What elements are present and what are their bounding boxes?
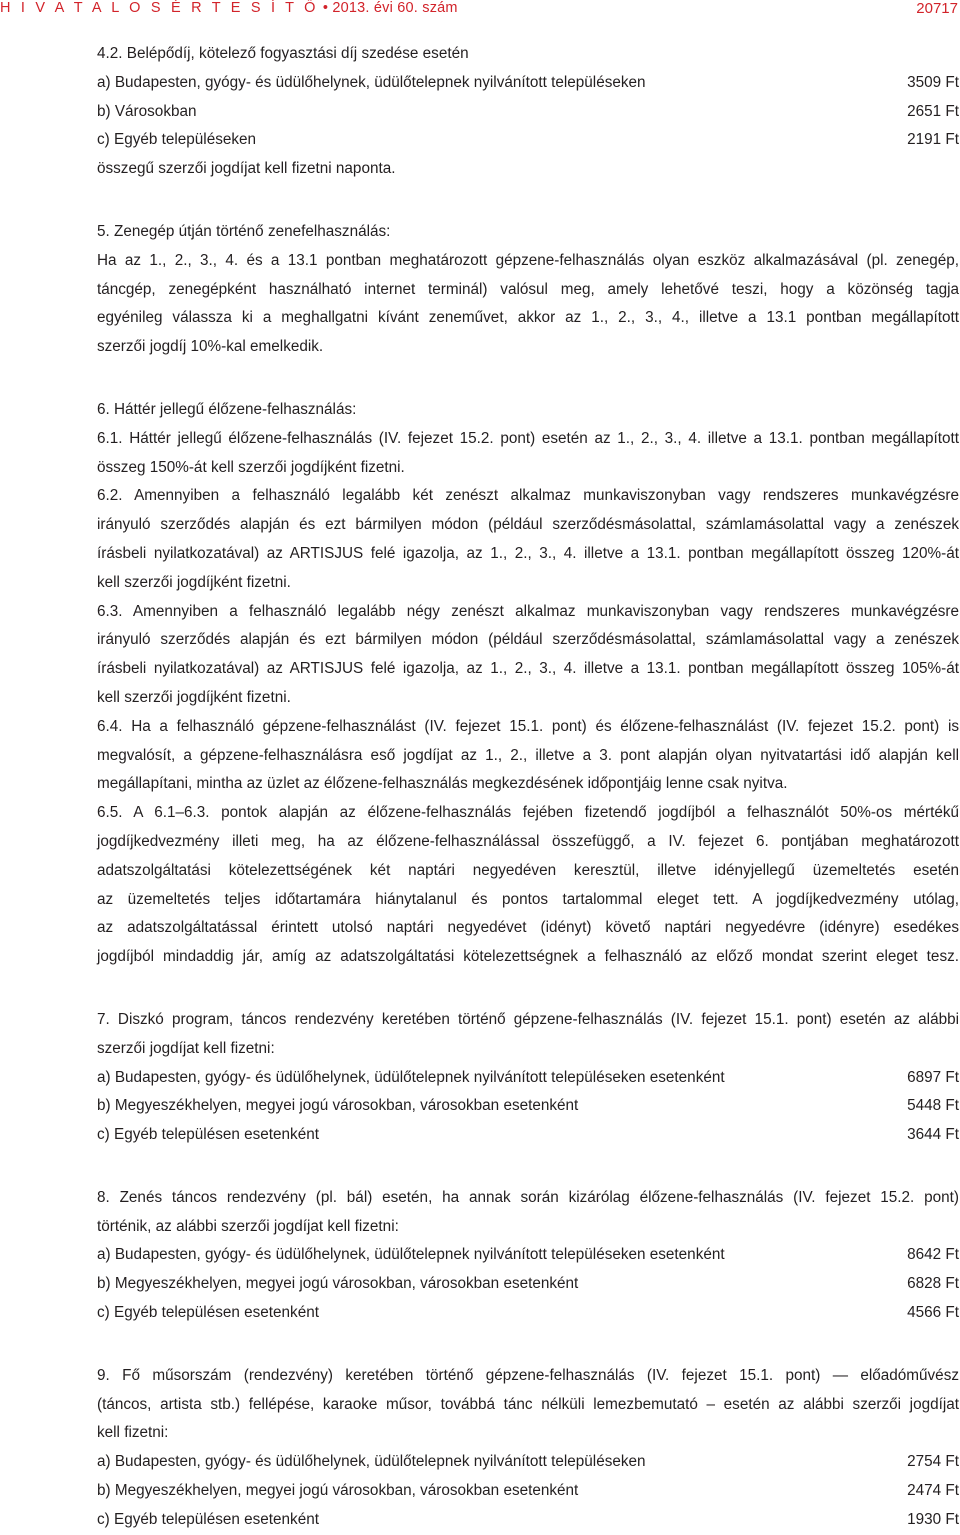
paragraph-line: irányuló szerződés alapján és ezt bármilyen módon (például szerződésmásolattal, számlamásolattal vagy a zenészek: [97, 631, 959, 649]
fee-label: c) Egyéb településen esetenként: [97, 1304, 319, 1322]
paragraph-line: az üzemeltetés teljes időtartamára hiánytalanul és pontos tartalommal eleget tett. A jogdíjkedvezmény utólag,: [97, 890, 959, 908]
fee-amount: 6828 Ft: [907, 1275, 959, 1293]
section-6: [97, 396, 959, 972]
section-7: [97, 1006, 959, 1150]
fee-label: b) Megyeszékhelyen, megyei jogú városokban, városokban esetenként: [97, 1097, 579, 1115]
fee-label: c) Egyéb településen esetenként: [97, 1510, 319, 1528]
fee-label: c) Egyéb településen esetenként: [97, 1126, 319, 1144]
paragraph-line: táncgép, zenegépként használható internet terminál) valósul meg, amely lehetővé teszi, hogy a közönség tagja: [97, 280, 959, 298]
paragraph-line: Ha az 1., 2., 3., 4. és a 13.1 pontban meghatározott gépzene-felhasználás olyan eszköz alkalmazásával (pl. zenegép,: [97, 251, 959, 269]
fee-amount: 2474 Ft: [907, 1482, 959, 1500]
paragraph-line: jogdíjból mindaddig jár, amíg az adatszolgáltatási kötelezettségnek a felhasználó az előző mondat szerint eleget tesz.: [97, 948, 959, 966]
fee-label: a) Budapesten, gyógy- és üdülőhelynek, üdülőtelepnek nyilvánított településeken: [97, 73, 646, 91]
paragraph-line: adatszolgáltatási kötelezettségének két naptári negyedéven keresztül, illetve idényjellegű üzemeltetés esetén: [97, 861, 959, 879]
section-5: [97, 218, 959, 362]
paragraph-line: az adatszolgáltatással érintett utolsó naptári negyedévet (idényt) követő naptári negyedévre (idényre) esedékes: [97, 919, 959, 937]
paragraph-line: kell fizetni:: [97, 1424, 169, 1442]
paragraph-line: irányuló szerződés alapján és ezt bármilyen módon (például szerződésmásolattal, számlamásolattal vagy a zenészek: [97, 516, 959, 534]
section-4-2: [97, 40, 959, 184]
document-body: [97, 40, 959, 1535]
fee-row: [97, 126, 959, 155]
paragraph-line: írásbeli nyilatkozatával) az ARTISJUS felé igazolja, az 1., 2., 3., 4. illetve a 13.1. pontban megállapított összeg 120%-át: [97, 544, 959, 562]
paragraph-line: egyénileg válassza ki a meghallgatni kívánt zeneművet, akkor az 1., 2., 3., 4., illetve a 13.1 pontban megállapított: [97, 309, 959, 327]
fee-row: [97, 1448, 959, 1477]
fee-label: b) Városokban: [97, 102, 197, 120]
fee-row: [97, 1064, 959, 1093]
fee-row: [97, 98, 959, 127]
fee-row: [97, 1299, 959, 1328]
fee-amount: 3644 Ft: [907, 1126, 959, 1144]
paragraph-line: 9. Fő műsorszám (rendezvény) keretében történő gépzene-felhasználás (IV. fejezet 15.1. pont) — előadóművész: [97, 1366, 959, 1384]
fee-amount: 6897 Ft: [907, 1068, 959, 1086]
fee-row: [97, 69, 959, 98]
header-left: [0, 0, 458, 16]
paragraph-line: (táncos, artista stb.) fellépése, karaoke műsor, továbbá tánc nélküli lemezbemutató – esetén az alábbi szerzői jogdíjat: [97, 1395, 959, 1413]
fee-label: a) Budapesten, gyógy- és üdülőhelynek, üdülőtelepnek nyilvánított településeken esetenként: [97, 1246, 725, 1264]
fee-row: [97, 1121, 959, 1150]
fee-amount: 1930 Ft: [907, 1510, 959, 1528]
fee-amount: 8642 Ft: [907, 1246, 959, 1264]
fee-amount: 4566 Ft: [907, 1304, 959, 1322]
fee-amount: 2191 Ft: [907, 131, 959, 149]
fee-amount: 2754 Ft: [907, 1453, 959, 1471]
paragraph-line: jogdíjkedvezmény illeti meg, ha az élőzene-felhasználással összefüggő, a IV. fejezet 6. pontjában meghatározott: [97, 832, 959, 850]
header-separator: •: [318, 0, 333, 16]
paragraph-line: kell szerzői jogdíjként fizetni.: [97, 573, 291, 591]
section-heading: 5. Zenegép útján történő zenefelhasználás:: [97, 222, 391, 240]
paragraph-line: írásbeli nyilatkozatával) az ARTISJUS felé igazolja, az 1., 2., 3., 4. illetve a 13.1. pontban megállapított összeg 105%-át: [97, 660, 959, 678]
issue-label: 2013. évi 60. szám: [332, 0, 458, 16]
fee-label: a) Budapesten, gyógy- és üdülőhelynek, üdülőtelepnek nyilvánított településeken esetenként: [97, 1068, 725, 1086]
fee-row: [97, 1241, 959, 1270]
paragraph-line: kell szerzői jogdíjként fizetni.: [97, 688, 291, 706]
page-number: 20717: [916, 0, 958, 17]
fee-label: b) Megyeszékhelyen, megyei jogú városokban, városokban esetenként: [97, 1482, 579, 1500]
fee-label: b) Megyeszékhelyen, megyei jogú városokban, városokban esetenként: [97, 1275, 579, 1293]
paragraph-line: szerzői jogdíj 10%-kal emelkedik.: [97, 338, 324, 356]
fee-row: [97, 1092, 959, 1121]
paragraph-line: történik, az alábbi szerzői jogdíjat kell fizetni:: [97, 1217, 399, 1235]
fee-label: c) Egyéb településeken: [97, 131, 257, 149]
section-heading: 4.2. Belépődíj, kötelező fogyasztási díj szedése esetén: [97, 45, 469, 62]
paragraph-line: 6.2. Amennyiben a felhasználó legalább két zenészt alkalmaz munkaviszonyban vagy rendszeres munkavégzésre: [97, 487, 959, 505]
section-8: [97, 1184, 959, 1328]
fee-row: [97, 1477, 959, 1506]
paragraph-line: 7. Diszkó program, táncos rendezvény keretében történő gépzene-felhasználás (IV. fejezet 15.1. pont) esetén az alábbi: [97, 1010, 959, 1028]
paragraph-line: összegű szerzői jogdíjat kell fizetni naponta.: [97, 160, 396, 178]
fee-row: [97, 1506, 959, 1535]
fee-label: a) Budapesten, gyógy- és üdülőhelynek, üdülőtelepnek nyilvánított településeken: [97, 1453, 646, 1471]
fee-amount: 3509 Ft: [907, 73, 959, 91]
section-heading: 6. Háttér jellegű élőzene-felhasználás:: [97, 400, 357, 418]
publication-title: H I V A T A L O S É R T E S Í T Ő: [0, 0, 319, 16]
paragraph-line: 6.5. A 6.1–6.3. pontok alapján az élőzene-felhasználás fejében fizetendő jogdíjból a felhasználót 50%-os mértékű: [97, 804, 959, 822]
section-9: [97, 1362, 959, 1535]
paragraph-line: 6.1. Háttér jellegű élőzene-felhasználás (IV. fejezet 15.2. pont) esetén az 1., 2., 3., 4. illetve a 13.1. pontban megállapított: [97, 429, 959, 447]
paragraph-line: megállapítani, mintha az üzlet az élőzene-felhasználás megkezdésének időpontjáig lenne csak nyitva.: [97, 775, 788, 793]
fee-row: [97, 1270, 959, 1299]
paragraph-line: megvalósít, a gépzene-felhasználásra eső jogdíjat az 1., 2., illetve a 3. pont alapján olyan nyitvatartási idő alapján kell: [97, 746, 959, 764]
paragraph-line: 6.3. Amennyiben a felhasználó legalább négy zenészt alkalmaz munkaviszonyban vagy rendszeres munkavégzésre: [97, 602, 959, 620]
paragraph-line: szerzői jogdíjat kell fizetni:: [97, 1039, 275, 1057]
page-header: [0, 0, 960, 24]
paragraph-line: 6.4. Ha a felhasználó gépzene-felhasználást (IV. fejezet 15.1. pont) és élőzene-felhasználást (IV. fejezet 15.2. pont) is: [97, 717, 959, 735]
fee-amount: 2651 Ft: [907, 102, 959, 120]
fee-amount: 5448 Ft: [907, 1097, 959, 1115]
paragraph-line: 8. Zenés táncos rendezvény (pl. bál) esetén, ha annak során kizárólag élőzene-felhasználás (IV. fejezet 15.2. pont): [97, 1188, 959, 1206]
paragraph-line: összeg 150%-át kell szerzői jogdíjként fizetni.: [97, 458, 405, 476]
